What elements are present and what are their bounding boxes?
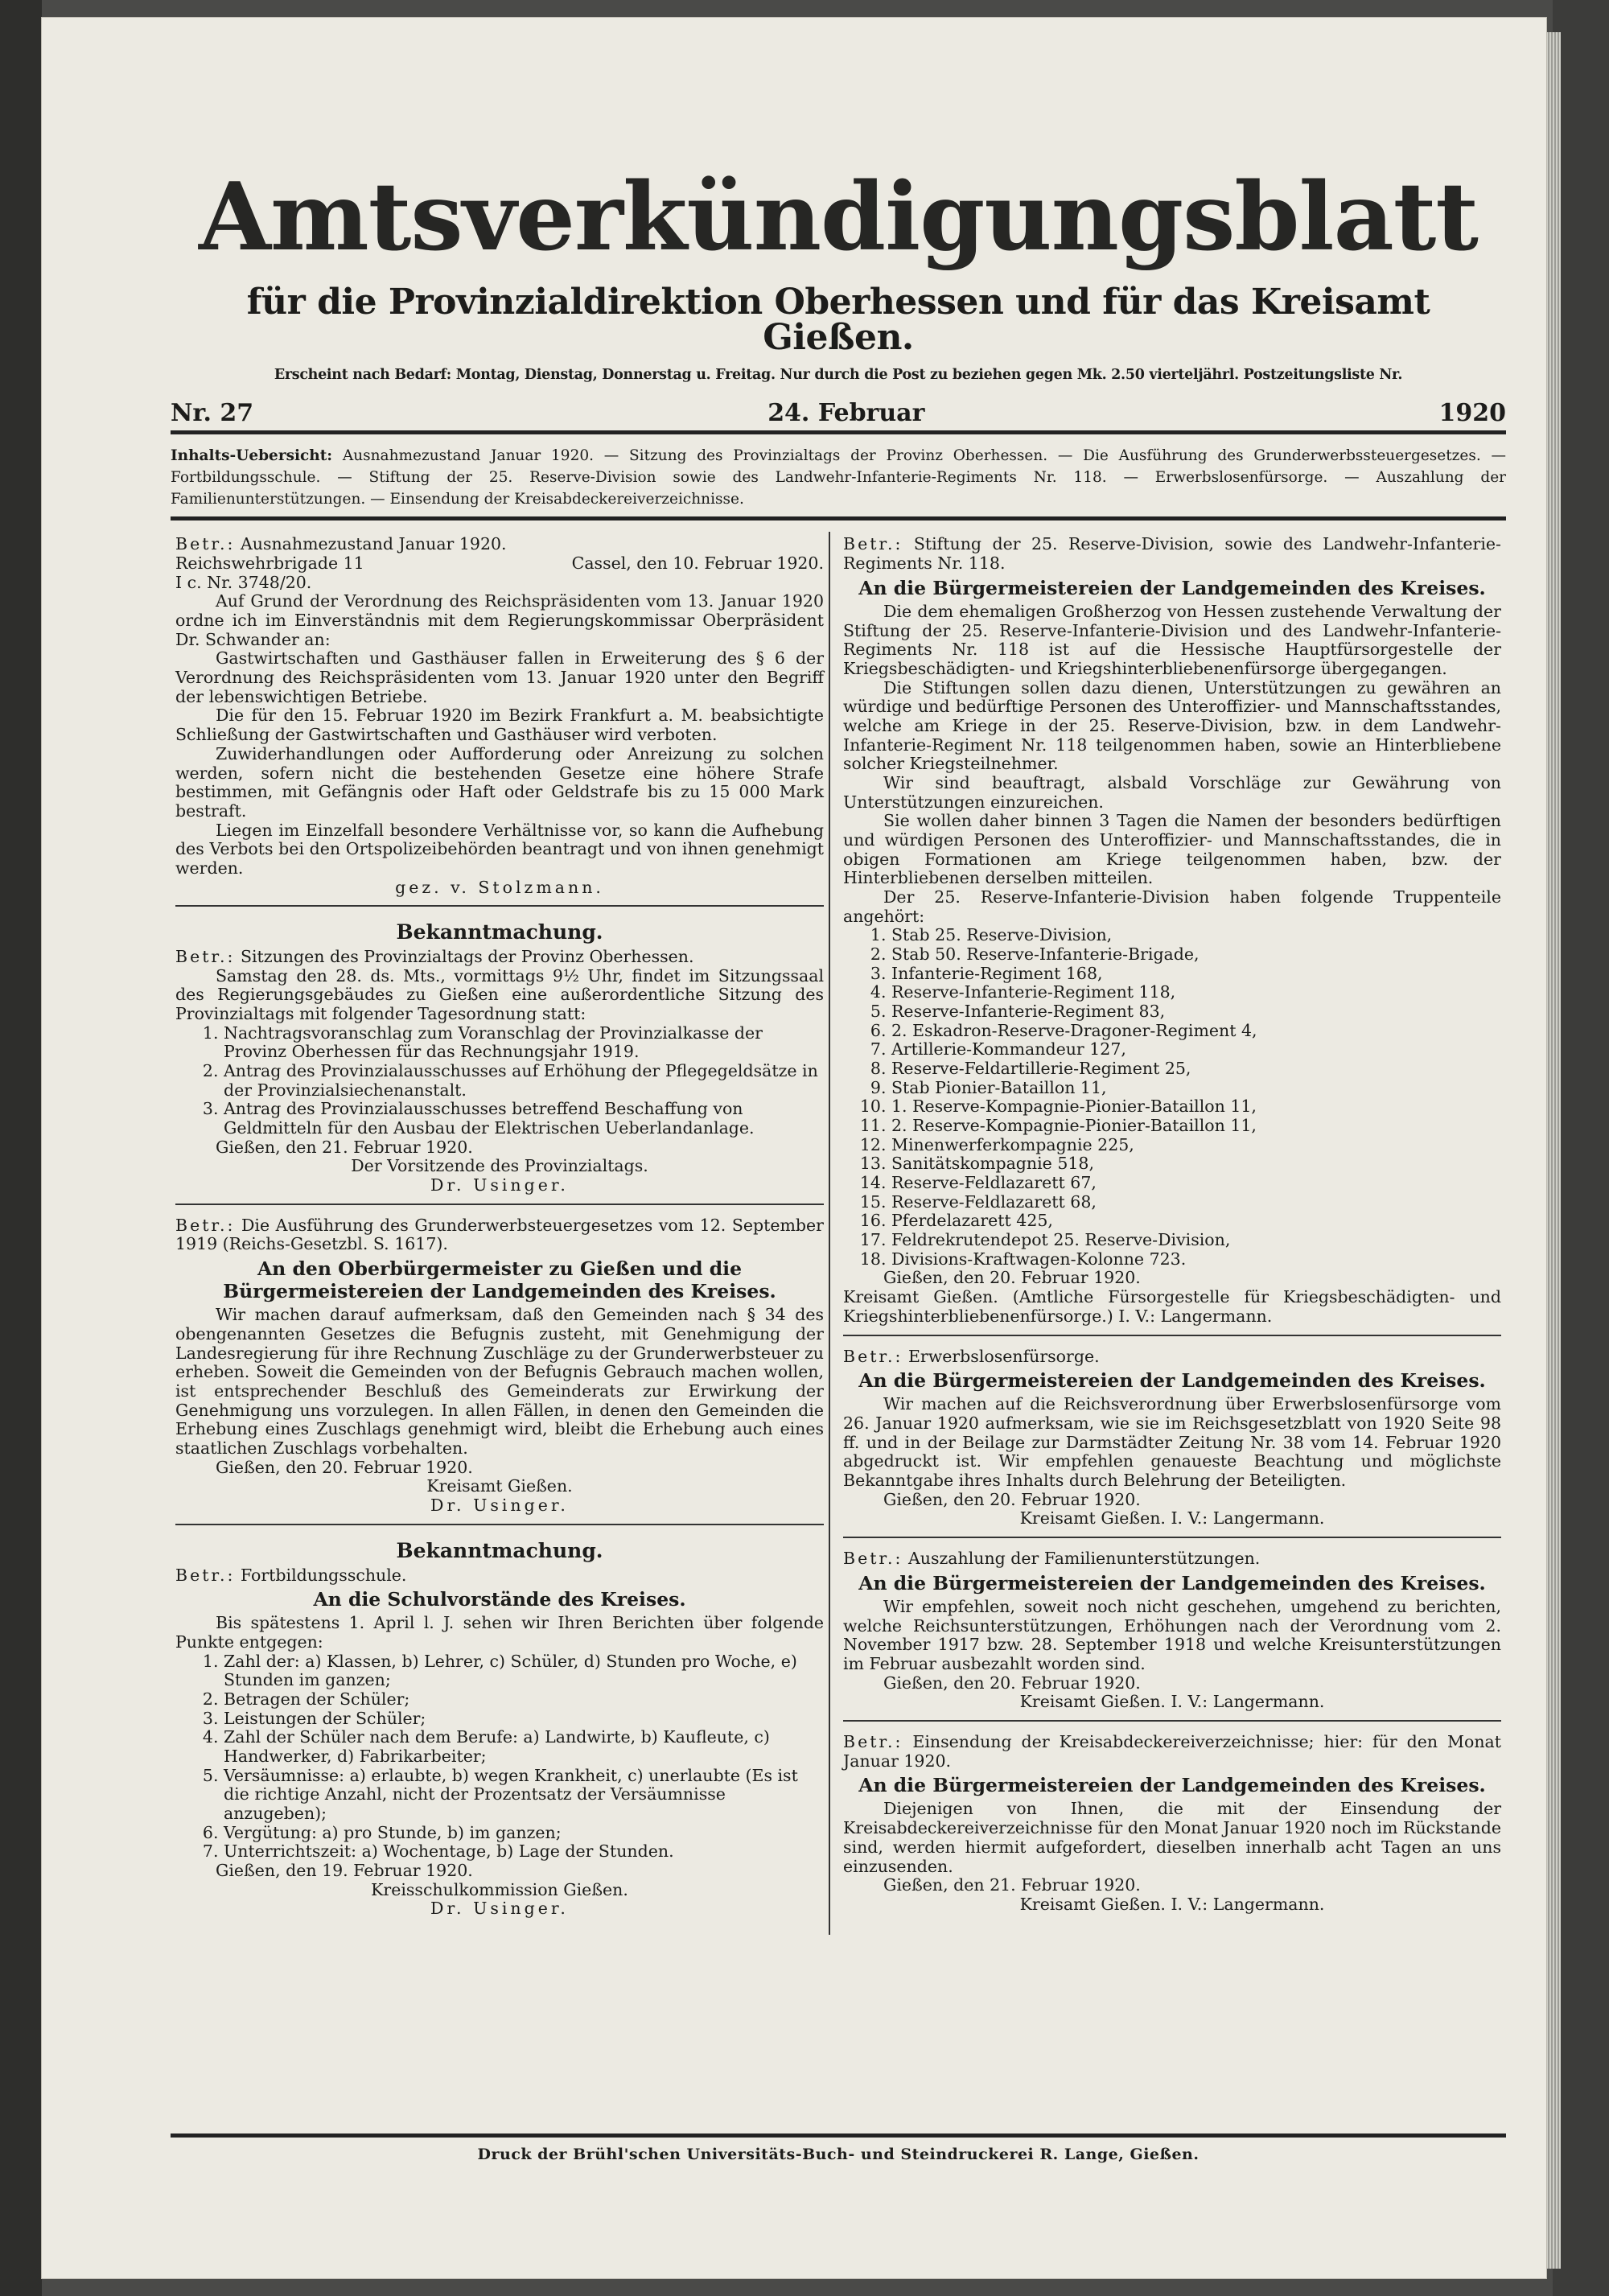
scan-background-right — [1553, 0, 1609, 2296]
list-item: 12. Minenwerferkompagnie 225, — [891, 1136, 1501, 1155]
report-points-list — [175, 1652, 824, 1862]
paragraph: Zuwiderhandlungen oder Aufforderung oder Anreizung zu solchen werden, sofern nicht die bestehenden Gesetze eine höhere Strafe bestimmen, mit Gefängnis oder Haft oder Geldstrafe bis zu 15 000 Mark bestraft. — [175, 743, 824, 821]
article-familienunterstuetzungen — [843, 1546, 1501, 1722]
signature: Kreisamt Gießen. I. V.: Langermann. — [1019, 1894, 1325, 1914]
date-line: Gießen, den 20. Februar 1920. — [883, 1268, 1141, 1288]
betr-line: Betr.: Fortbildungsschule. — [175, 1565, 407, 1585]
signature: Kreisamt Gießen. (Amtliche Fürsorgestelle für Kriegsbeschädigten- und Kriegshinterbliebenenfürsorge.) I. V.: Langermann. — [843, 1287, 1501, 1326]
list-item: 14. Reserve-Feldlazarett 67, — [891, 1174, 1501, 1193]
signature: Kreisamt Gießen. I. V.: Langermann. — [1019, 1692, 1325, 1712]
newspaper-page — [42, 18, 1546, 2278]
paragraph: Bis spätestens 1. April l. J. sehen wir Ihren Berichten über folgende Punkte entgegen: — [175, 1613, 824, 1652]
betr-line: Betr.: Die Ausführung des Grunderwerbsteuergesetzes vom 12. September 1919 (Reichs-Gesetzbl. S. 1617). — [175, 1215, 824, 1254]
printer-imprint: Druck der Brühl'schen Universitäts-Buch- und Steindruckerei R. Lange, Gießen. — [171, 2133, 1506, 2163]
addressee: An die Bürgermeistereien der Landgemeinden des Kreises. — [858, 1571, 1486, 1594]
paragraph: Liegen im Einzelfall besondere Verhältnisse vor, so kann die Aufhebung des Verbots bei den Ortspolizeibehörden beantragt und von ihnen genehmigt werden. — [175, 820, 824, 878]
article-heading: Bekanntmachung. — [396, 1538, 603, 1562]
list-item: 8. Reserve-Feldartillerie-Regiment 25, — [891, 1060, 1501, 1079]
article-grunderwerbsteuer — [175, 1213, 824, 1525]
signature: gez. v. Stolzmann. — [395, 877, 604, 897]
list-item: 2. Betragen der Schüler; — [224, 1690, 824, 1710]
betr-line: Betr.: Ausnahmezustand Januar 1920. — [175, 534, 507, 554]
signature: Dr. Usinger. — [430, 1175, 569, 1195]
paragraph: Die dem ehemaligen Großherzog von Hessen zustehende Verwaltung der Stiftung der 25. Reserve-Infanterie-Division und des Landwehr-Infanterie-Regiments Nr. 118 ist auf die Hessische Hauptfürsorgestelle der Kriegsbeschädigten- und Kriegshinterbliebenenfürsorge übergegangen. — [843, 601, 1501, 678]
paragraph: Die Stiftungen sollen dazu dienen, Unterstützungen zu gewähren an würdige und bedürftige Personen des Unteroffizier- und Mannschaftsstandes, welche am Kriege in der 25. Reserve-Division, bzw. in dem Landwehr-Infanterie-Regiment Nr. 118 teilgenommen haben, sowie an Hinterbliebene solcher Kriegsteilnehmer. — [843, 677, 1501, 774]
betr-line: Betr.: Stiftung der 25. Reserve-Division, sowie des Landwehr-Infanterie-Regiments Nr. 118. — [843, 534, 1501, 574]
article-heading: Bekanntmachung. — [396, 920, 603, 944]
signature: Dr. Usinger. — [430, 1496, 569, 1516]
betr-line: Betr.: Erwerbslosenfürsorge. — [843, 1346, 1100, 1366]
brigade-line: Reichswehrbrigade 11 Cassel, den 10. Februar 1920. — [175, 553, 824, 574]
list-item: 11. 2. Reserve-Kompagnie-Pionier-Bataillon 11, — [891, 1117, 1501, 1136]
list-item: 10. 1. Reserve-Kompagnie-Pionier-Bataillon 11, — [891, 1097, 1501, 1117]
paragraph: Auf Grund der Verordnung des Reichspräsidenten vom 13. Januar 1920 ordne ich im Einverständnis mit dem Regierungskommissar Oberpräsident Dr. Schwander an: — [175, 591, 824, 649]
list-item: 2. Stab 50. Reserve-Infanterie-Brigade, — [891, 945, 1501, 965]
date-line: Gießen, den 19. Februar 1920. — [216, 1861, 473, 1881]
addressee: An die Bürgermeistereien der Landgemeinden des Kreises. — [858, 1774, 1486, 1797]
signature: Kreisamt Gießen. — [426, 1476, 573, 1496]
issue-number: Nr. 27 — [171, 399, 254, 427]
issue-year: 1920 — [1438, 399, 1506, 427]
addressee: An die Bürgermeistereien der Landgemeinden des Kreises. — [858, 1369, 1486, 1393]
newspaper-title: Amtsverkündigungsblatt — [199, 163, 1478, 272]
list-item: 4. Reserve-Infanterie-Regiment 118, — [891, 983, 1501, 1002]
date-line: Gießen, den 20. Februar 1920. — [883, 1673, 1141, 1693]
addressee: An die Bürgermeistereien der Landgemeinden des Kreises. — [858, 576, 1486, 599]
paragraph: Die für den 15. Februar 1920 im Bezirk Frankfurt a. M. beabsichtigte Schließung der Gastwirtschaften und Gasthäuser wird verboten. — [175, 706, 824, 745]
contents-label: Inhalts-Uebersicht: — [171, 447, 333, 464]
signature: Kreisschulkommission Gießen. — [371, 1879, 628, 1899]
place-date: Cassel, den 10. Februar 1920. — [571, 553, 824, 574]
addressee: An die Schulvorstände des Kreises. — [313, 1588, 686, 1611]
left-column — [171, 532, 829, 1935]
list-item: 1. Nachtragsvoranschlag zum Voranschlag der Provinzialkasse der Provinz Oberhessen für das Rechnungsjahr 1919. — [224, 1024, 824, 1062]
date-line: Gießen, den 21. Februar 1920. — [883, 1875, 1141, 1895]
contents-text: Ausnahmezustand Januar 1920. — Sitzung des Provinzialtags der Provinz Oberhessen. — Die Ausführung des Grunderwerbssteuergesetzes. — Fortbildungsschule. — Stiftung der 25. Reserve-Division sowie des Landwehr-Infanterie-Regiments Nr. 118. — Erwerbslosenfürsorge. — Auszahlung der Familienunterstützungen. — Einsendung der Kreisabdeckereiverzeichnisse. — [171, 447, 1506, 508]
list-item: 5. Versäumnisse: a) erlaubte, b) wegen Krankheit, c) unerlaubte (Es ist die richtige Anzahl, nicht der Prozentsatz der Versäumnisse anzugeben); — [224, 1767, 824, 1824]
list-item: 17. Feldrekrutendepot 25. Reserve-Division, — [891, 1231, 1501, 1250]
issue-line — [171, 399, 1506, 434]
list-item: 4. Zahl der Schüler nach dem Berufe: a) Landwirte, b) Kaufleute, c) Handwerker, d) Fabrikarbeiter; — [224, 1728, 824, 1766]
masthead — [171, 163, 1506, 383]
table-of-contents — [171, 439, 1506, 521]
article-columns — [171, 532, 1506, 1935]
list-item: 7. Artillerie-Kommandeur 127, — [891, 1040, 1501, 1060]
article-kreisabdeckerei — [843, 1730, 1501, 1923]
list-item: 13. Sanitätskompagnie 518, — [891, 1154, 1501, 1174]
paragraph: Wir empfehlen, soweit noch nicht geschehen, umgehend zu berichten, welche Reichsunterstützungen, Erhöhungen nach der Verordnung vom 2. November 1917 bzw. 28. September 1918 und welche Kreisunterstützungen im Februar ausbezahlt worden sind. — [843, 1596, 1501, 1673]
publication-schedule: Erscheint nach Bedarf: Montag, Dienstag, Donnerstag u. Freitag. Nur durch die Post zu beziehen gegen Mk. 2.50 vierteljährl. Postzeitungsliste Nr. — [274, 367, 1403, 383]
newspaper-subtitle: für die Provinzialdirektion Oberhessen und für das Kreisamt Gießen. — [246, 282, 1430, 358]
betr-line: Betr.: Sitzungen des Provinzialtags der Provinz Oberhessen. — [175, 946, 694, 966]
issue-date: 24. Februar — [767, 399, 925, 427]
paragraph: Diejenigen von Ihnen, die mit der Einsendung der Kreisabdeckereiverzeichnisse für den Monat Januar 1920 noch im Rückstande sind, werden hiermit aufgefordert, dieselben innerhalb acht Tagen an uns einzusenden. — [843, 1799, 1501, 1876]
unit-list — [843, 926, 1501, 1269]
list-item: 3. Infanterie-Regiment 168, — [891, 965, 1501, 984]
betr-line: Betr.: Auszahlung der Familienunterstützungen. — [843, 1549, 1261, 1569]
article-stiftung — [843, 532, 1501, 1335]
list-item: 6. 2. Eskadron-Reserve-Dragoner-Regiment 4, — [891, 1022, 1501, 1041]
list-item: 6. Vergütung: a) pro Stunde, b) im ganzen; — [224, 1824, 824, 1843]
signature: Kreisamt Gießen. I. V.: Langermann. — [1019, 1508, 1325, 1529]
agenda-list — [175, 1024, 824, 1138]
list-item: 3. Leistungen der Schüler; — [224, 1710, 824, 1729]
date-line: Gießen, den 21. Februar 1920. — [216, 1137, 473, 1157]
signature: Der Vorsitzende des Provinzialtags. — [351, 1156, 648, 1176]
page-content — [171, 163, 1506, 1935]
list-item: 5. Reserve-Infanterie-Regiment 83, — [891, 1002, 1501, 1022]
scan-background-left — [0, 0, 42, 2296]
reference-number: I c. Nr. 3748/20. — [175, 572, 312, 592]
betr-line: Betr.: Einsendung der Kreisabdeckereiverzeichnisse; hier: für den Monat Januar 1920. — [843, 1731, 1501, 1771]
article-provinzialtag — [175, 915, 824, 1204]
list-item: 15. Reserve-Feldlazarett 68, — [891, 1193, 1501, 1212]
paragraph: Sie wollen daher binnen 3 Tagen die Namen der besonders bedürftigen und würdigen Personen des Unteroffizier- und Mannschaftsstandes, die in obigen Formationen am Kriege teilgenommen haben, bzw. der Hinterbliebenen derselben mitteilen. — [843, 811, 1501, 888]
list-item: 7. Unterrichtszeit: a) Wochentage, b) Lage der Stunden. — [224, 1842, 824, 1862]
list-item: 3. Antrag des Provinzialausschusses betreffend Beschaffung von Geldmitteln für den Ausbau der Elektrischen Ueberlandanlage. — [224, 1100, 824, 1138]
paragraph: Wir sind beauftragt, alsbald Vorschläge zur Gewährung von Unterstützungen einzureichen. — [843, 773, 1501, 812]
date-line: Gießen, den 20. Februar 1920. — [216, 1457, 473, 1477]
article-fortbildungsschule — [175, 1533, 824, 1927]
signature: Dr. Usinger. — [430, 1899, 569, 1919]
list-item: 2. Antrag des Provinzialausschusses auf Erhöhung der Pflegegeldsätze in der Provinzialsiechenanstalt. — [224, 1062, 824, 1100]
list-item: 1. Stab 25. Reserve-Division, — [891, 926, 1501, 945]
paragraph: Gastwirtschaften und Gasthäuser fallen in Erweiterung des § 6 der Verordnung des Reichspräsidenten vom 13. Januar 1920 unter den Begriff der lebenswichtigen Betriebe. — [175, 648, 824, 706]
list-item: 1. Zahl der: a) Klassen, b) Lehrer, c) Schüler, d) Stunden pro Woche, e) Stunden im ganzen; — [224, 1652, 824, 1690]
article-erwerbslosenfuersorge — [843, 1344, 1501, 1539]
article-ausnahmezustand — [175, 532, 824, 907]
paragraph: Wir machen darauf aufmerksam, daß den Gemeinden nach § 34 des obengenannten Gesetzes die Befugnis zusteht, mit Genehmigung der Landesregierung für ihre Rechnung Zuschläge zu der Grunderwerbsteuer zu erheben. Soweit die Gemeinden von der Befugnis Gebrauch machen wollen, ist entsprechender Beschluß des Gemeinderats zur Erwirkung der Genehmigung uns vorzulegen. In allen Fällen, in denen den Gemeinden die Erhebung eines Zuschlags genehmigt wird, bleibt die Erhebung auch eines staatlichen Zuschlags vorbehalten. — [175, 1305, 824, 1459]
date-line: Gießen, den 20. Februar 1920. — [883, 1489, 1141, 1509]
list-item: 9. Stab Pionier-Bataillon 11, — [891, 1079, 1501, 1098]
addressee: An den Oberbürgermeister zu Gießen und die Bürgermeistereien der Landgemeinden des Kreises. — [223, 1257, 776, 1303]
right-column — [829, 532, 1506, 1935]
paragraph: Samstag den 28. ds. Mts., vormittags 9½ Uhr, findet im Sitzungssaal des Regierungsgebäudes zu Gießen eine außerordentliche Sitzung des Provinzialtags mit folgender Tagesordnung statt: — [175, 965, 824, 1023]
paragraph: Der 25. Reserve-Infanterie-Division haben folgende Truppenteile angehört: — [843, 887, 1501, 926]
list-item: 18. Divisions-Kraftwagen-Kolonne 723. — [891, 1250, 1501, 1269]
paragraph: Wir machen auf die Reichsverordnung über Erwerbslosenfürsorge vom 26. Januar 1920 aufmerksam, wie sie im Reichsgesetzblatt von 1920 Seite 98 ff. und in der Beilage zur Darmstädter Zeitung Nr. 38 vom 14. Februar 1920 abgedruckt ist. Wir empfehlen genaueste Beachtung und möglichste Bekanntgabe ihres Inhalts durch Belehrung der Beteiligten. — [843, 1394, 1501, 1491]
list-item: 16. Pferdelazarett 425, — [891, 1212, 1501, 1231]
